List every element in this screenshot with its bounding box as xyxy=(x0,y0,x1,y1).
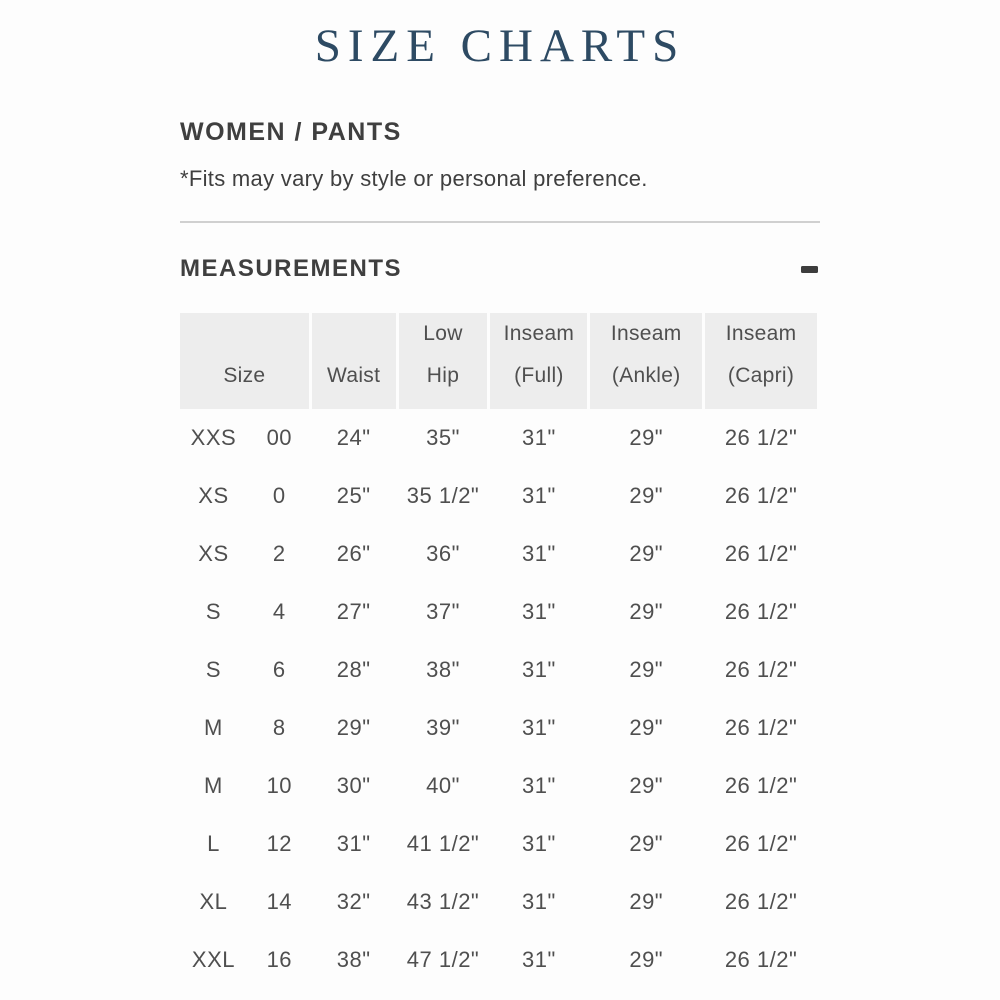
header-cell-inseam-capri xyxy=(705,313,817,409)
measurements-accordion-header[interactable] xyxy=(180,255,820,283)
cell-size-number: 6 xyxy=(272,657,286,682)
cell-inseam-ankle: 29" xyxy=(629,947,664,972)
cell-inseam-capri: 26 1/2" xyxy=(724,889,798,914)
cell-size-number: 2 xyxy=(272,541,286,566)
table-row xyxy=(180,873,817,931)
divider xyxy=(180,221,820,223)
cell-size-letter: XXL xyxy=(191,947,235,972)
cell-low-hip: 37" xyxy=(426,599,460,624)
header-label-inseam-capri-1: Inseam xyxy=(725,322,797,345)
section-heading: WOMEN / PANTS xyxy=(180,118,402,146)
cell-inseam-ankle: 29" xyxy=(629,889,664,914)
cell-size-letter: L xyxy=(207,831,220,856)
cell-waist: 31" xyxy=(336,831,371,856)
cell-inseam-full: 31" xyxy=(522,831,556,856)
measurements-table xyxy=(177,313,820,989)
cell-inseam-ankle: 29" xyxy=(629,541,664,566)
cell-waist: 27" xyxy=(336,599,371,624)
table-row xyxy=(180,931,817,989)
cell-size-letter: XS xyxy=(198,541,229,566)
table-header-row xyxy=(180,313,817,409)
cell-size-number: 10 xyxy=(266,773,293,798)
cell-inseam-capri: 26 1/2" xyxy=(724,831,798,856)
cell-size-number: 4 xyxy=(272,599,286,624)
cell-size-number: 16 xyxy=(266,947,293,972)
cell-size-number: 00 xyxy=(266,425,293,450)
cell-inseam-full: 31" xyxy=(522,657,556,682)
table-row xyxy=(180,525,817,583)
header-cell-inseam-ankle xyxy=(590,313,702,409)
cell-inseam-full: 31" xyxy=(522,425,556,450)
header-label-inseam-ankle-2: (Ankle) xyxy=(611,364,681,387)
header-label-inseam-ankle-1: Inseam xyxy=(610,322,682,345)
cell-waist: 24" xyxy=(336,425,371,450)
table-row xyxy=(180,467,817,525)
cell-inseam-full: 31" xyxy=(522,599,556,624)
cell-size-number: 0 xyxy=(272,483,286,508)
cell-size-letter: M xyxy=(204,773,223,798)
cell-waist: 28" xyxy=(336,657,371,682)
cell-inseam-capri: 26 1/2" xyxy=(724,425,798,450)
cell-inseam-ankle: 29" xyxy=(629,657,664,682)
size-chart-panel xyxy=(180,118,820,989)
cell-inseam-capri: 26 1/2" xyxy=(724,773,798,798)
cell-waist: 25" xyxy=(336,483,371,508)
fit-note: *Fits may vary by style or personal preference. xyxy=(180,166,648,191)
cell-inseam-full: 31" xyxy=(522,483,556,508)
header-label-inseam-full-1: Inseam xyxy=(503,322,575,345)
cell-low-hip: 35" xyxy=(426,425,460,450)
cell-size-letter: M xyxy=(204,715,223,740)
header-label-inseam-capri-2: (Capri) xyxy=(727,364,795,387)
cell-waist: 29" xyxy=(336,715,371,740)
header-label-low: Low xyxy=(423,322,463,345)
cell-size-letter: XS xyxy=(198,483,229,508)
table-row xyxy=(180,815,817,873)
table-row xyxy=(180,409,817,467)
cell-inseam-ankle: 29" xyxy=(629,831,664,856)
header-cell-low-hip xyxy=(399,313,488,409)
cell-waist: 30" xyxy=(336,773,371,798)
cell-inseam-capri: 26 1/2" xyxy=(724,715,798,740)
cell-inseam-ankle: 29" xyxy=(629,773,664,798)
cell-inseam-capri: 26 1/2" xyxy=(724,483,798,508)
header-label-waist: Waist xyxy=(327,364,381,387)
cell-low-hip: 35 1/2" xyxy=(406,483,480,508)
header-label-hip: Hip xyxy=(426,364,460,387)
cell-waist: 26" xyxy=(336,541,371,566)
cell-low-hip: 39" xyxy=(426,715,460,740)
cell-inseam-full: 31" xyxy=(522,541,556,566)
table-row xyxy=(180,699,817,757)
cell-inseam-capri: 26 1/2" xyxy=(724,657,798,682)
cell-inseam-ankle: 29" xyxy=(629,425,664,450)
cell-inseam-ankle: 29" xyxy=(629,483,664,508)
cell-low-hip: 41 1/2" xyxy=(406,831,480,856)
cell-low-hip: 36" xyxy=(426,541,460,566)
cell-waist: 38" xyxy=(336,947,371,972)
header-cell-waist xyxy=(312,313,396,409)
cell-inseam-capri: 26 1/2" xyxy=(724,541,798,566)
cell-size-number: 14 xyxy=(266,889,293,914)
table-row xyxy=(180,757,817,815)
cell-low-hip: 38" xyxy=(426,657,460,682)
table-row xyxy=(180,583,817,641)
accordion-title: MEASUREMENTS xyxy=(180,255,403,282)
cell-waist: 32" xyxy=(336,889,371,914)
header-cell-size xyxy=(180,313,309,409)
cell-size-letter: S xyxy=(205,599,222,624)
header-label-size: Size xyxy=(223,364,266,387)
cell-low-hip: 43 1/2" xyxy=(406,889,480,914)
cell-size-number: 8 xyxy=(272,715,286,740)
cell-inseam-full: 31" xyxy=(522,773,556,798)
cell-size-letter: XXS xyxy=(190,425,237,450)
cell-inseam-capri: 26 1/2" xyxy=(724,947,798,972)
minus-icon[interactable] xyxy=(801,266,818,273)
cell-size-number: 12 xyxy=(266,831,293,856)
header-cell-inseam-full xyxy=(490,313,587,409)
cell-low-hip: 40" xyxy=(426,773,460,798)
cell-inseam-full: 31" xyxy=(522,715,556,740)
cell-low-hip: 47 1/2" xyxy=(406,947,480,972)
cell-inseam-full: 31" xyxy=(522,947,556,972)
cell-size-letter: XL xyxy=(199,889,228,914)
cell-inseam-ankle: 29" xyxy=(629,599,664,624)
cell-size-letter: S xyxy=(205,657,222,682)
cell-inseam-capri: 26 1/2" xyxy=(724,599,798,624)
header-label-inseam-full-2: (Full) xyxy=(514,364,564,387)
cell-inseam-full: 31" xyxy=(522,889,556,914)
cell-inseam-ankle: 29" xyxy=(629,715,664,740)
table-row xyxy=(180,641,817,699)
page-title: SIZE CHARTS xyxy=(314,20,686,72)
